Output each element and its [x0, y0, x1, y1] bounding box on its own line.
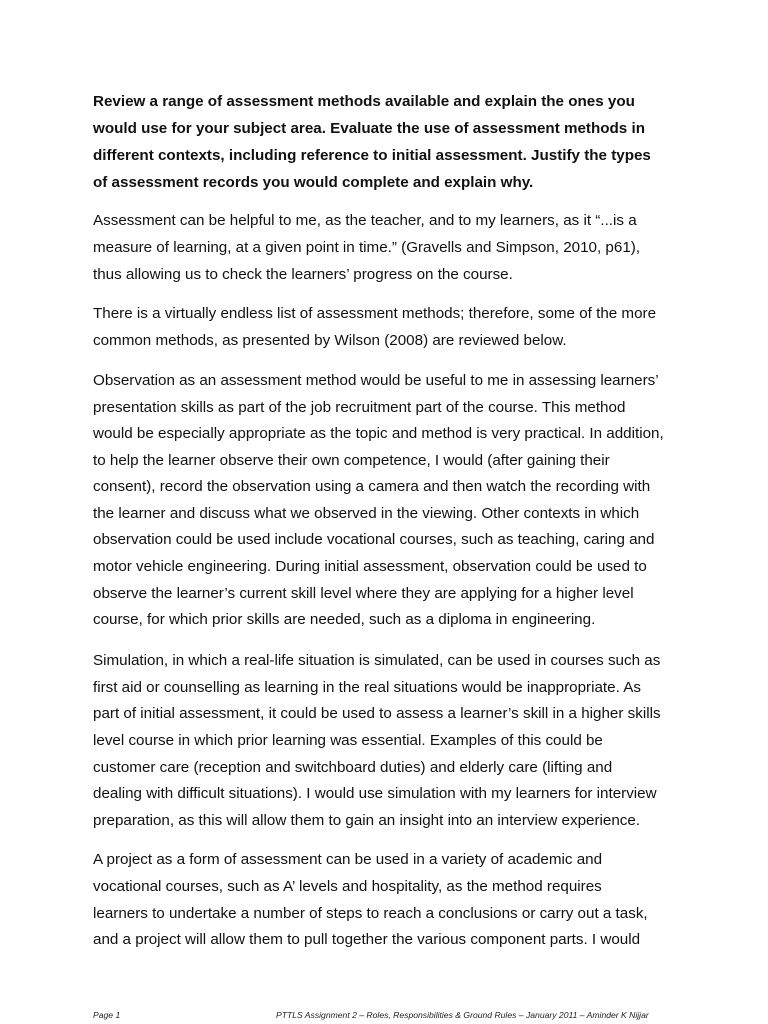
footer-divider [93, 1003, 675, 1004]
paragraph-line: motor vehicle engineering. During initial assessment, observation could be used to [93, 558, 647, 575]
paragraph-line: preparation, as this will allow them to gain an insight into an interview experience. [93, 812, 641, 829]
paragraph-line: first aid or counselling as learning in the real situations would be inappropriate. As [93, 679, 641, 696]
paragraph-line: part of initial assessment, it could be used to assess a learner’s skill in a higher skills [93, 705, 661, 722]
paragraph-line: dealing with difficult situations). I would use simulation with my learners for interview [93, 785, 657, 802]
paragraph-line: thus allowing us to check the learners’ progress on the course. [93, 266, 513, 283]
paragraph-line: vocational courses, such as A’ levels and hospitality, as the method requires [93, 878, 602, 895]
paragraph-line: consent), record the observation using a camera and then watch the recording with [93, 478, 651, 495]
paragraph-line: A project as a form of assessment can be used in a variety of academic and [93, 851, 603, 868]
footer-title: PTTLS Assignment 2 – Roles, Responsibilities & Ground Rules – January 2011 – Aminder K Nijjar [276, 1010, 649, 1020]
heading-line: of assessment records you would complete and explain why. [93, 174, 534, 191]
paragraph-line: There is a virtually endless list of assessment methods; therefore, some of the more [93, 305, 657, 322]
paragraph-line: observation could be used include vocational courses, such as teaching, caring and [93, 531, 655, 548]
paragraph-line: would be especially appropriate as the topic and method is very practical. In addition, [93, 425, 664, 442]
paragraph-line: Assessment can be helpful to me, as the teacher, and to my learners, as it “...is a [93, 212, 637, 229]
paragraph-line: customer care (reception and switchboard duties) and elderly care (lifting and [93, 759, 613, 776]
paragraph-line: the learner and discuss what we observed in the viewing. Other contexts in which [93, 505, 640, 522]
paragraph-line: Simulation, in which a real-life situation is simulated, can be used in courses such as [93, 652, 661, 669]
footer-page-number: Page 1 [93, 1010, 121, 1020]
paragraph-line: course, for which prior skills are needed, such as a diploma in engineering. [93, 611, 596, 628]
heading-line: different contexts, including reference to initial assessment. Justify the types [93, 147, 651, 164]
paragraph-line: presentation skills as part of the job recruitment part of the course. This method [93, 399, 626, 416]
paragraph-line: common methods, as presented by Wilson (2008) are reviewed below. [93, 332, 567, 349]
paragraph-line: learners to undertake a number of steps to reach a conclusions or carry out a task, [93, 905, 648, 922]
paragraph-line: measure of learning, at a given point in time.” (Gravells and Simpson, 2010, p61), [93, 239, 641, 256]
heading-line: would use for your subject area. Evaluate the use of assessment methods in [93, 120, 645, 137]
heading-line: Review a range of assessment methods available and explain the ones you [93, 93, 635, 110]
paragraph-line: level course in which prior learning was essential. Examples of this could be [93, 732, 603, 749]
paragraph-line: observe the learner’s current skill level where they are applying for a higher level [93, 585, 634, 602]
paragraph-line: Observation as an assessment method would be useful to me in assessing learners’ [93, 372, 659, 389]
paragraph-line: and a project will allow them to pull together the various component parts. I would [93, 931, 641, 948]
paragraph-line: to help the learner observe their own competence, I would (after gaining their [93, 452, 610, 469]
